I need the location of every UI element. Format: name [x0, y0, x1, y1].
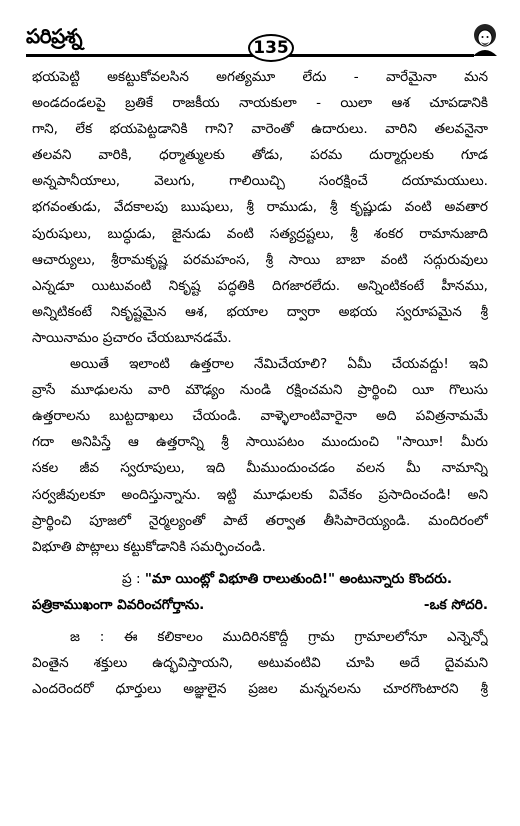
text-line: అన్నపానీయాలు, వెలుగు, గాలియిచ్చి సంరక్షించే దయామయులు.: [32, 173, 488, 190]
question-prefix: ప్ర :: [122, 570, 141, 587]
page-number: 135: [248, 34, 294, 62]
text-line: పురుషులు, బుద్ధుడు, జైనుడు వంటి సత్యద్రష్టలు, శ్రీ శంకర రామానుజాది: [32, 225, 488, 242]
answer-line: జ : ఈ కలికాలం ముదిరినకొద్దీ గ్రామ గ్రామాలలోనూ ఎన్నెన్నో: [70, 628, 488, 645]
answer-line: వింతైన శక్తులు ఉద్భవిస్తాయని, అటువంటివి చూపి అదే దైవమని: [32, 655, 488, 672]
text-line: గాని, లేక భయపెట్టడానికి గాని? వారెంతో ఉదారులు. వారిని తలవనైనా: [32, 121, 488, 138]
text-line: సకల జీవ స్వరూపులు, ఇది మీముందుంచడం వలన మీ నామాన్ని: [32, 460, 488, 477]
text-line: అన్నిటికంటే నికృష్టమైన ఆశ, భయాల ద్వారా అభయ స్వరూపమైన శ్రీ: [32, 303, 488, 320]
magazine-title: పరిప్రశ్న: [26, 24, 83, 48]
page-header: [0, 0, 520, 62]
text-line: వ్రాసే మూఢులను వారి మౌఢ్యం నుండి రక్షించమని ప్రార్థించి యీ గొలుసు: [32, 382, 488, 399]
question-tail: అంటున్నారు కొందరు.: [339, 570, 452, 587]
text-line: గదా అనిపిస్తే ఆ ఉత్తరాన్ని శ్రీ సాయిపటం ముందుంచి "సాయీ! మీరు: [32, 434, 488, 451]
text-line: అయితే ఇలాంటి ఉత్తరాల నేమిచేయాలి? ఏమీ చేయవద్దు! ఇవి: [70, 356, 488, 373]
question-line-2: [32, 592, 488, 618]
sai-baba-portrait-icon: [470, 22, 500, 56]
text-line: విభూతి పొట్లాలు కట్టుకోడానికి సమర్పించండి.: [32, 538, 266, 555]
text-line: ఎన్నడూ యిటువంటి నికృష్ట పద్ధతికి దిగజారలేదు. అన్నింటికంటే హీనము,: [32, 277, 488, 294]
answer-line: ఎందరెందరో ధూర్తులు అజ్ఞులైన ప్రజల మన్ననలను చూరగొంటారని శ్రీ: [32, 681, 488, 698]
signature: -ఒక సోదరి.: [423, 596, 488, 613]
text-line: తలవని వారికి, ధర్మాత్ములకు తోడు, పరమ దుర్మార్గులకు గూడ: [32, 147, 488, 164]
text-line: భగవంతుడు, వేదకాలపు ఋషులు, శ్రీ రాముడు, శ్రీ కృష్ణుడు వంటి అవతార: [32, 199, 488, 216]
article-body: [32, 64, 488, 702]
text-line: ఉత్తరాలను బుట్టదాఖలు చేయండి. వాళ్ళెలాంటివారైనా అది పవిత్రనామమే: [32, 408, 488, 425]
question-line: [32, 566, 488, 592]
text-line: అండదండలపై బ్రతికే రాజకీయ నాయకులా - యిలా ఆశ చూపడానికి: [32, 95, 488, 112]
text-line: సర్వజీవులకూ అందిస్తున్నాను. ఇట్టి మూఢులకు వివేకం ప్రసాదించండి! అని: [32, 486, 488, 503]
text-line: సాయినామం ప్రచారం చేయబూనడమే.: [32, 329, 232, 346]
text-line: భయపెట్టి అకట్టుకోవలసిన అగత్యమూ లేదు - వారేమైనా మన: [32, 69, 488, 85]
question-quote: "మా యింట్లో విభూతి రాలుతుంది!": [144, 570, 336, 587]
question-text: పత్రికాముఖంగా వివరించగోర్తాను.: [32, 596, 205, 613]
text-line: ఆచార్యులు, శ్రీరామకృష్ణ పరమహంస, శ్రీ సాయి బాబా వంటి సద్గురువులు: [32, 251, 488, 268]
text-line: ప్రార్థించి పూజలో నైర్మల్యంతో పాటే తర్వాత తీసిపారెయ్యండి. మందిరంలో: [32, 512, 488, 529]
